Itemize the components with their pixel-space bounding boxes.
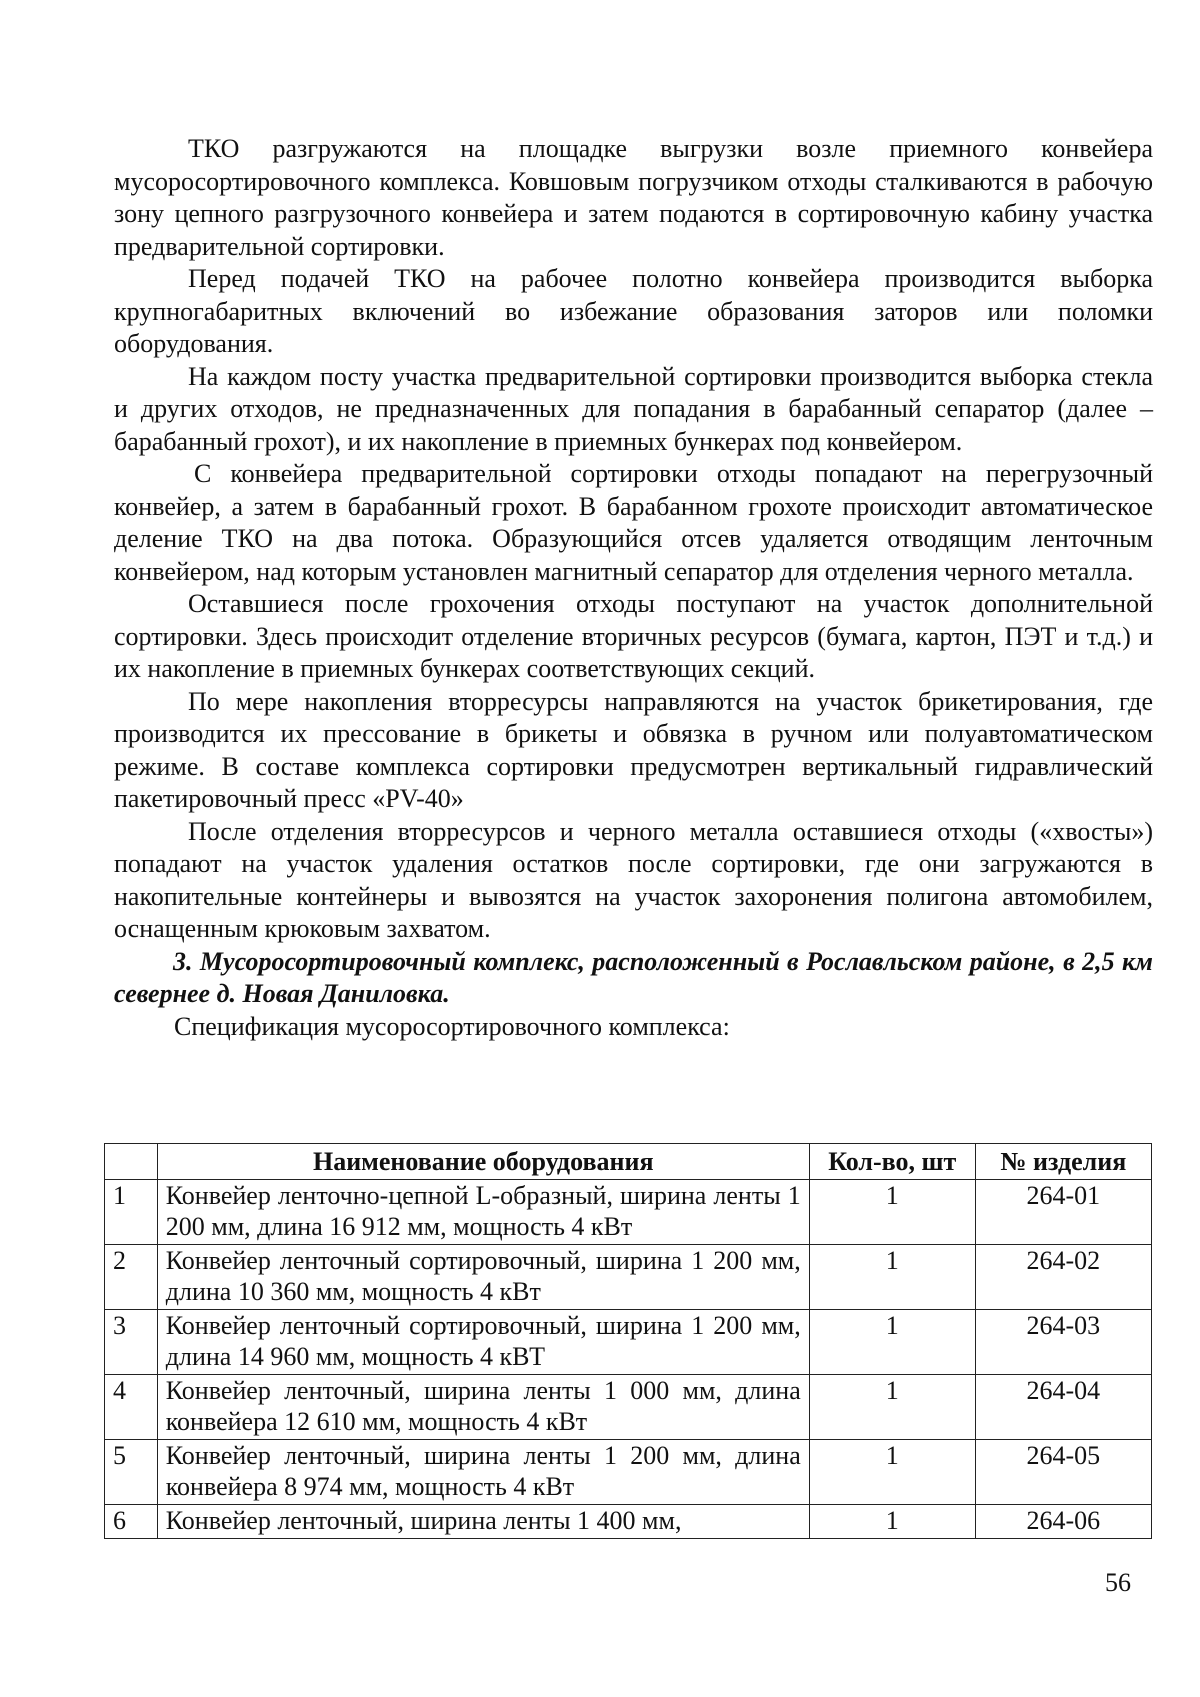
equipment-name: Конвейер ленточный, ширина ленты 1 400 мм,	[157, 1505, 809, 1539]
equipment-name: Конвейер ленточно-цепной L-образный, ширина ленты 1 200 мм, длина 16 912 мм, мощность 4 кВт	[157, 1180, 809, 1245]
paragraph-bulky-removal: Перед подачей ТКО на рабочее полотно конвейера производится выборка крупногабаритных включений во избежание образования заторов или поломки оборудования.	[114, 264, 1153, 358]
quantity: 1	[809, 1505, 975, 1539]
page-number: 56	[1105, 1568, 1131, 1597]
paragraph-drum-screen: С конвейера предварительной сортировки отходы попадают на перегрузочный конвейер, а затем в барабанный грохот. В барабанном грохоте происходит автоматическое деление ТКО на два потока. Образующийся отсев удаляется отводящим ленточным конвейером, над которым установлен магнитный сепаратор для отделения черного металла.	[114, 459, 1153, 586]
equipment-name: Конвейер ленточный, ширина ленты 1 200 мм, длина конвейера 8 974 мм, мощность 4 кВт	[157, 1440, 809, 1505]
paragraph-unloading: ТКО разгружаются на площадке выгрузки возле приемного конвейера мусоросортировочного комплекса. Ковшовым погрузчиком отходы сталкиваются в рабочую зону цепного разгрузочного конвейера и затем подаются в сортировочную кабину участка предварительной сортировки.	[114, 134, 1153, 261]
table-row	[105, 1440, 1152, 1505]
row-number: 2	[105, 1245, 158, 1310]
table-row	[105, 1505, 1152, 1539]
item-number: 264-06	[975, 1505, 1151, 1539]
quantity: 1	[809, 1245, 975, 1310]
paragraph-baling: По мере накопления вторресурсы направляются на участок брикетирования, где производится их прессование в брикеты и обвязка в ручном или полуавтоматическом режиме. В составе комплекса сортировки предусмотрен вертикальный гидравлический пакетировочный пресс «PV-40»	[114, 686, 1153, 813]
equipment-name: Конвейер ленточный сортировочный, ширина 1 200 мм, длина 10 360 мм, мощность 4 кВт	[157, 1245, 809, 1310]
item-number: 264-02	[975, 1245, 1151, 1310]
quantity: 1	[809, 1440, 975, 1505]
quantity: 1	[809, 1180, 975, 1245]
row-number: 1	[105, 1180, 158, 1245]
row-number: 6	[105, 1505, 158, 1539]
table-row	[105, 1310, 1152, 1375]
equipment-name: Конвейер ленточный, ширина ленты 1 000 мм, длина конвейера 12 610 мм, мощность 4 кВт	[157, 1375, 809, 1440]
equipment-name: Конвейер ленточный сортировочный, ширина 1 200 мм, длина 14 960 мм, мощность 4 кВТ	[157, 1310, 809, 1375]
quantity: 1	[809, 1375, 975, 1440]
table-header-row	[105, 1144, 1152, 1180]
header-equipment-name: Наименование оборудования	[157, 1144, 809, 1180]
item-number: 264-03	[975, 1310, 1151, 1375]
row-number: 5	[105, 1440, 158, 1505]
item-number: 264-01	[975, 1180, 1151, 1245]
table-row	[105, 1180, 1152, 1245]
document-body	[114, 133, 1153, 1043]
item-number: 264-05	[975, 1440, 1151, 1505]
paragraph-glass-sorting: На каждом посту участка предварительной сортировки производится выборка стекла и других отходов, не предназначенных для попадания в барабанный сепаратор (далее – барабанный грохот), и их накопление в приемных бункерах под конвейером.	[114, 361, 1153, 456]
table-row	[105, 1375, 1152, 1440]
header-number	[105, 1144, 158, 1180]
spec-caption: Спецификация мусоросортировочного комплекса:	[174, 1011, 730, 1041]
table-row	[105, 1245, 1152, 1310]
item-number: 264-04	[975, 1375, 1151, 1440]
paragraph-residue-removal: После отделения вторресурсов и черного металла оставшиеся отходы («хвосты») попадают на участок удаления остатков после сортировки, где они загружаются в накопительные контейнеры и вывозятся на участок захоронения полигона автомобилем, оснащенным крюковым захватом.	[114, 816, 1153, 943]
header-item-number: № изделия	[975, 1144, 1151, 1180]
quantity: 1	[809, 1310, 975, 1375]
section-heading: 3. Мусоросортировочный комплекс, расположенный в Рославльском районе, в 2,5 км севернее д. Новая Даниловка.	[114, 946, 1153, 1008]
row-number: 4	[105, 1375, 158, 1440]
paragraph-secondary-sorting: Оставшиеся после грохочения отходы поступают на участок дополнительной сортировки. Здесь происходит отделение вторичных ресурсов (бумага, картон, ПЭТ и т.д.) и их накопление в приемных бункерах соответствующих секций.	[114, 589, 1153, 683]
row-number: 3	[105, 1310, 158, 1375]
header-quantity: Кол-во, шт	[809, 1144, 975, 1180]
equipment-spec-table	[104, 1143, 1152, 1539]
